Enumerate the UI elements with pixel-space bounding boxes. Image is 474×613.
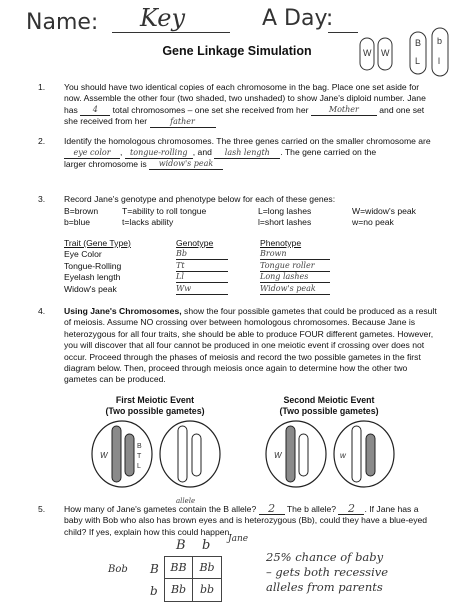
- q4-l1: show the four possible gametes that could be produced as a result: [184, 306, 437, 316]
- gamete-label-t: T: [137, 453, 142, 460]
- q5-l1c: . If Jane has a: [364, 504, 419, 514]
- q3-key-cell: l=short lashes: [258, 217, 312, 228]
- gamete-label-w-lower: w: [340, 451, 346, 460]
- q3-phenotype-field[interactable]: Brown: [260, 249, 330, 260]
- q5-line3: child? If yes, explain how this could happen.: [64, 526, 232, 537]
- q4-lead: Using Jane's Chromosomes,: [64, 306, 182, 316]
- q5-answer-line: – gets both recessive: [266, 565, 389, 579]
- q3-table: [64, 238, 344, 295]
- event2-title-text: Second Meiotic Event: [283, 395, 375, 405]
- q1-line3: [64, 105, 464, 116]
- sketch-label-3: B: [415, 38, 422, 48]
- q4-line1: [64, 306, 468, 317]
- q4-line6: diagram below. Then, proceed through meiosis once again to determine how the other two: [64, 363, 408, 374]
- q4-line2: of meiosis. Assume NO crossing over between homologous chromosomes. Because Jane is: [64, 317, 416, 328]
- q3-intro: Record Jane's genotype and phenotype below for each of these genes:: [64, 194, 336, 204]
- page-title: Gene Linkage Simulation: [162, 44, 312, 58]
- q3-trait: Tongue-Rolling: [64, 260, 122, 271]
- q3-genotype-field[interactable]: Tt: [176, 261, 228, 272]
- q5-line1: [64, 504, 468, 515]
- punnett-side-lower-b: b: [150, 584, 158, 598]
- q3-trait: Widow's peak: [64, 283, 117, 294]
- q3-phenotype-field[interactable]: Tongue roller: [260, 261, 330, 272]
- day-label: A Day:: [262, 6, 334, 31]
- q5-b-count-field[interactable]: 2: [259, 504, 285, 515]
- q1-number: 1.: [38, 82, 46, 92]
- q3-key-cell: t=lacks ability: [122, 217, 174, 228]
- q3-key-cell: b=blue: [64, 217, 91, 228]
- chromosome-unshaded: [192, 434, 201, 476]
- sketch-label-5: b: [437, 36, 443, 46]
- punnett-bob-label: Bob: [108, 564, 128, 575]
- q1-line2: now. Assemble the other four (two shaded, two unshaded) to show Jane's diploid number. Jane: [64, 93, 426, 104]
- q5-line2: baby with Bob who also has brown eyes and is heterozygous (Bb), could they have a blue-eyed: [64, 515, 428, 526]
- q3-key-cell: B=brown: [64, 206, 99, 216]
- punnett-cell: BB: [165, 557, 193, 579]
- chromosome-unshaded: [178, 426, 187, 482]
- q3-key-row-1: [64, 206, 464, 217]
- gamete-label-w: W: [274, 451, 282, 460]
- q3-key-row-2: [64, 217, 464, 228]
- q2-gene1-field[interactable]: eye color: [64, 148, 120, 159]
- q1-count-field[interactable]: 4: [80, 105, 110, 116]
- name-field[interactable]: [112, 32, 230, 33]
- chromosome-shaded: [286, 426, 295, 482]
- q2-line3a: larger chromosome is: [64, 158, 147, 169]
- q3-key: [64, 206, 464, 229]
- sketch-label-4: L: [415, 56, 421, 66]
- q1-has: has: [64, 104, 78, 115]
- q3-trait: Eye Color: [64, 249, 102, 260]
- q3-phenotype-field[interactable]: Long lashes: [260, 272, 330, 283]
- q1-line1: You should have two identical copies of each chromosome in the bag. Place one set aside for: [64, 82, 420, 92]
- q4-line4: you will discover that all four cannot be produced in one meiotic event if crossing over does not: [64, 340, 425, 351]
- q2-line3: [64, 159, 464, 170]
- q5-lower-b-count-field[interactable]: 2: [338, 504, 364, 515]
- q2-text: [64, 136, 464, 170]
- q2-comma: ,: [120, 147, 123, 158]
- q3-genotype-field[interactable]: Ll: [176, 272, 228, 283]
- q5-answer-line: 25% chance of baby: [266, 550, 384, 564]
- punnett-jane-label: Jane: [228, 534, 249, 544]
- event1-title-text: First Meiotic Event: [115, 395, 195, 405]
- event2-diagram: [262, 420, 402, 490]
- punnett-cell: Bb: [165, 579, 193, 601]
- q3-genotype-field[interactable]: Ww: [176, 284, 228, 295]
- q5-allele-note: allele: [176, 497, 196, 505]
- name-value: Key: [140, 4, 186, 32]
- event2-subtitle: (Two possible gametes): [279, 406, 379, 416]
- chromosome-shaded: [125, 434, 134, 476]
- chromosome-shaded: [366, 434, 375, 476]
- sketch-label-1: W: [363, 48, 372, 58]
- chromosome-shaded: [112, 426, 121, 482]
- q3-table-row: [64, 272, 344, 283]
- q3-table-header: [64, 238, 344, 249]
- q5-number: 5.: [38, 504, 46, 514]
- q1-text: [64, 82, 464, 128]
- q4-text: [64, 306, 468, 386]
- name-label: Name:: [26, 10, 99, 35]
- q4-number: 4.: [38, 306, 46, 316]
- event1-title: [90, 395, 220, 417]
- q3-header-genotype: Genotype: [176, 238, 214, 248]
- q5-answer-line: alleles from parents: [266, 580, 383, 594]
- q1-received: she received from her: [64, 116, 148, 127]
- q2-and: , and: [192, 147, 212, 158]
- q1-tail: and one set: [379, 104, 425, 115]
- q4-line5: occur. Proceed through the phases of meiosis and record the two possible gametes in the first: [64, 351, 421, 362]
- punnett-cell: bb: [199, 583, 215, 596]
- q3-trait: Eyelash length: [64, 272, 121, 283]
- q2-tail: . The gene carried on the: [280, 147, 377, 158]
- gamete-label-b: B: [137, 443, 142, 450]
- sketch-label-2: W: [381, 48, 390, 58]
- punnett-top-b: B: [176, 538, 186, 553]
- punnett-grid: [164, 556, 222, 602]
- q2-line2: [64, 147, 464, 158]
- q3-table-row: [64, 261, 344, 272]
- gamete-label-w: W: [100, 451, 108, 460]
- q3-phenotype-field[interactable]: Widow's peak: [260, 284, 330, 295]
- q1-mother-field[interactable]: Mother: [311, 105, 377, 116]
- q2-gene4-field[interactable]: widow's peak: [149, 159, 223, 170]
- q2-line1: Identify the homologous chromosomes. The three genes carried on the smaller chromosome are: [64, 136, 431, 146]
- q1-mid: total chromosomes – one set she received from her: [112, 104, 309, 115]
- punnett-side-b: B: [150, 562, 159, 576]
- q2-gene2-field[interactable]: tongue-rolling: [125, 148, 193, 159]
- chromosome-unshaded: [352, 426, 361, 482]
- cell-oval: [160, 421, 220, 487]
- q3-key-cell: T=ability to roll tongue: [122, 206, 207, 216]
- q3-table-row: [64, 249, 344, 260]
- q3-table-row: [64, 284, 344, 295]
- q1-line4: [64, 116, 464, 127]
- q3-key-cell: w=no peak: [352, 217, 394, 228]
- q3-key-cell: L=long lashes: [258, 206, 312, 216]
- q3-genotype-field[interactable]: Bb: [176, 249, 228, 260]
- q4-line3: heterozygous for all four traits, she should be able to produce FOUR different gametes. However,: [64, 328, 434, 339]
- event1-diagram: [88, 420, 228, 490]
- q3-header-phenotype: Phenotype: [260, 238, 302, 248]
- chromosome-unshaded: [299, 434, 308, 476]
- q3-key-cell: W=widow's peak: [352, 206, 416, 216]
- punnett-top-lower-b: b: [202, 538, 211, 553]
- sketch-label-6: l: [438, 56, 440, 66]
- q4-line7: gametes can be produced.: [64, 374, 166, 385]
- q5-l1a: How many of Jane's gametes contain the B allele?: [64, 504, 257, 514]
- punnett-cell: Bb: [193, 557, 221, 579]
- q1-father-field[interactable]: father: [150, 117, 216, 128]
- q5-l1b: The b allele?: [286, 504, 337, 514]
- q3-header-trait: Trait (Gene Type): [64, 238, 131, 248]
- q5-answer: [266, 550, 388, 595]
- q2-gene3-field[interactable]: lash length: [214, 148, 280, 159]
- q2-number: 2.: [38, 136, 46, 146]
- q5-text: [64, 504, 468, 538]
- gamete-label-l: L: [137, 463, 141, 470]
- q3-number: 3.: [38, 194, 46, 204]
- event1-subtitle: (Two possible gametes): [105, 406, 205, 416]
- event2-title: [264, 395, 394, 417]
